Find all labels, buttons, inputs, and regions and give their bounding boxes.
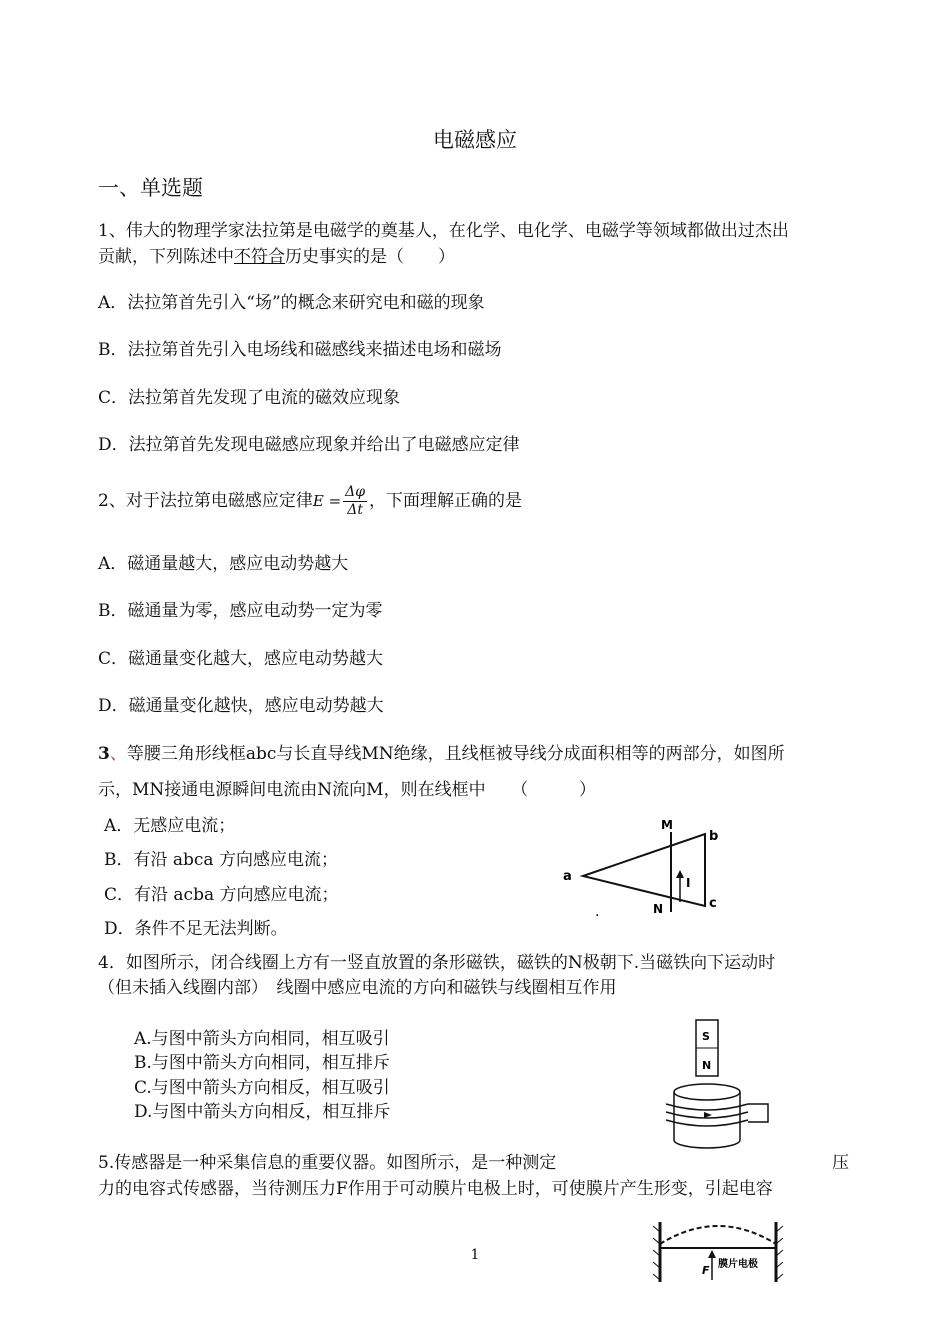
magnet-n-label: N xyxy=(702,1059,712,1072)
q2-option-a: A．磁通量越大，感应电动势越大 xyxy=(98,554,349,574)
label-a: a xyxy=(563,869,572,884)
q4-magnet-coil-figure xyxy=(652,1016,782,1156)
q4-stem-line2: （但未插入线圈内部） 线圈中感应电流的方向和磁铁与线圈相互作用 xyxy=(98,978,617,998)
q4-stem-line1: 4．如图所示，闭合线圈上方有一竖直放置的条形磁铁，磁铁的N极朝下.当磁铁向下运动时 xyxy=(98,953,776,973)
q3-stem-line1 xyxy=(98,743,785,765)
q3-triangle-figure xyxy=(555,812,730,922)
label-b: b xyxy=(709,829,719,844)
triangle-frame xyxy=(583,834,705,906)
q2-stem xyxy=(98,478,522,524)
q5-stem-line1-end: 压 xyxy=(832,1153,849,1173)
q3-stem-line2: 示，MN接通电源瞬间电流由N流向M，则在线框中 （ ） xyxy=(98,780,597,800)
q1-stem-text: 贡献，下列陈述中 xyxy=(98,247,234,267)
coil-current-arrow xyxy=(704,1112,712,1118)
q4-option-c: C.与图中箭头方向相反，相互吸引 xyxy=(134,1078,390,1098)
label-m: M xyxy=(661,818,673,832)
coil-loop-wire xyxy=(748,1104,768,1122)
q4-option-d: D.与图中箭头方向相反，相互排斥 xyxy=(134,1102,391,1122)
label-i: I xyxy=(686,876,691,890)
q1-stem-line1: 1、伟大的物理学家法拉第是电磁学的奠基人，在化学、电化学、电磁学等领域都做出过杰出 xyxy=(98,221,789,241)
magnet-s-label: S xyxy=(702,1030,710,1043)
q5-stem-line2: 力的电容式传感器，当待测压力F作用于可动膜片电极上时，可使膜片产生形变，引起电容 xyxy=(98,1179,773,1199)
q1-stem-line2 xyxy=(98,246,455,268)
q2-option-b: B．磁通量为零，感应电动势一定为零 xyxy=(98,601,383,621)
q3-stem-text: 等腰三角形线框abc与长直导线MN绝缘，且线框被导线分成面积相等的两部分，如图所 xyxy=(126,744,785,764)
q2-formula-fraction xyxy=(343,484,367,519)
coil-top xyxy=(674,1084,740,1100)
q3-number: 3 xyxy=(98,744,110,764)
q3-option-c: C．有沿 acba 方向感应电流； xyxy=(104,885,339,905)
coil-bottom xyxy=(674,1140,740,1148)
label-n: N xyxy=(653,902,664,916)
q1-option-b: B．法拉第首先引入电场线和磁感线来描述电场和磁场 xyxy=(98,340,502,360)
page-number: 1 xyxy=(470,1247,480,1263)
q5-stem-line1: 5.传感器是一种采集信息的重要仪器。如图所示，是一种测定 xyxy=(98,1153,557,1173)
q1-option-a: A．法拉第首先引入“场”的概念来研究电和磁的现象 xyxy=(98,293,485,313)
q1-stem-tail: 历史事实的是（ ） xyxy=(285,247,455,267)
q3-option-d: D．条件不足无法判断。 xyxy=(104,919,288,939)
q1-option-c: C．法拉第首先发现了电流的磁效应现象 xyxy=(98,388,401,408)
stray-dot: . xyxy=(595,904,600,920)
q2-option-d: D．磁通量变化越快，感应电动势越大 xyxy=(98,696,384,716)
q3-separator: 、 xyxy=(109,744,127,764)
q2-formula-lhs: E = xyxy=(312,492,342,510)
q2-option-c: C．磁通量变化越大，感应电动势越大 xyxy=(98,649,384,669)
label-c: c xyxy=(709,896,717,911)
q2-stem-text: 2、对于法拉第电磁感应定律 xyxy=(98,491,313,511)
q1-option-d: D．法拉第首先发现电磁感应现象并给出了电磁感应定律 xyxy=(98,435,520,455)
current-arrow-head xyxy=(676,870,684,878)
q2-formula-denominator: Δt xyxy=(347,502,363,518)
winding-3 xyxy=(666,1120,748,1126)
q2-stem-tail: ，下面理解正确的是 xyxy=(369,491,523,511)
q1-underlined-text: 不符合 xyxy=(234,247,285,267)
membrane-deformed xyxy=(660,1226,776,1244)
page-title: 电磁感应 xyxy=(433,128,517,152)
q3-option-a: A．无感应电流； xyxy=(104,816,236,836)
membrane-label: 膜片电极 xyxy=(718,1259,758,1270)
q2-formula-numerator: Δφ xyxy=(345,484,366,500)
section-heading: 一、单选题 xyxy=(98,176,203,200)
q4-option-b: B.与图中箭头方向相同，相互排斥 xyxy=(134,1053,390,1073)
winding-1 xyxy=(666,1104,748,1110)
force-label: F xyxy=(702,1264,710,1277)
q3-option-b: B．有沿 abca 方向感应电流； xyxy=(104,850,338,870)
q4-option-a: A.与图中箭头方向相同，相互吸引 xyxy=(134,1029,390,1049)
